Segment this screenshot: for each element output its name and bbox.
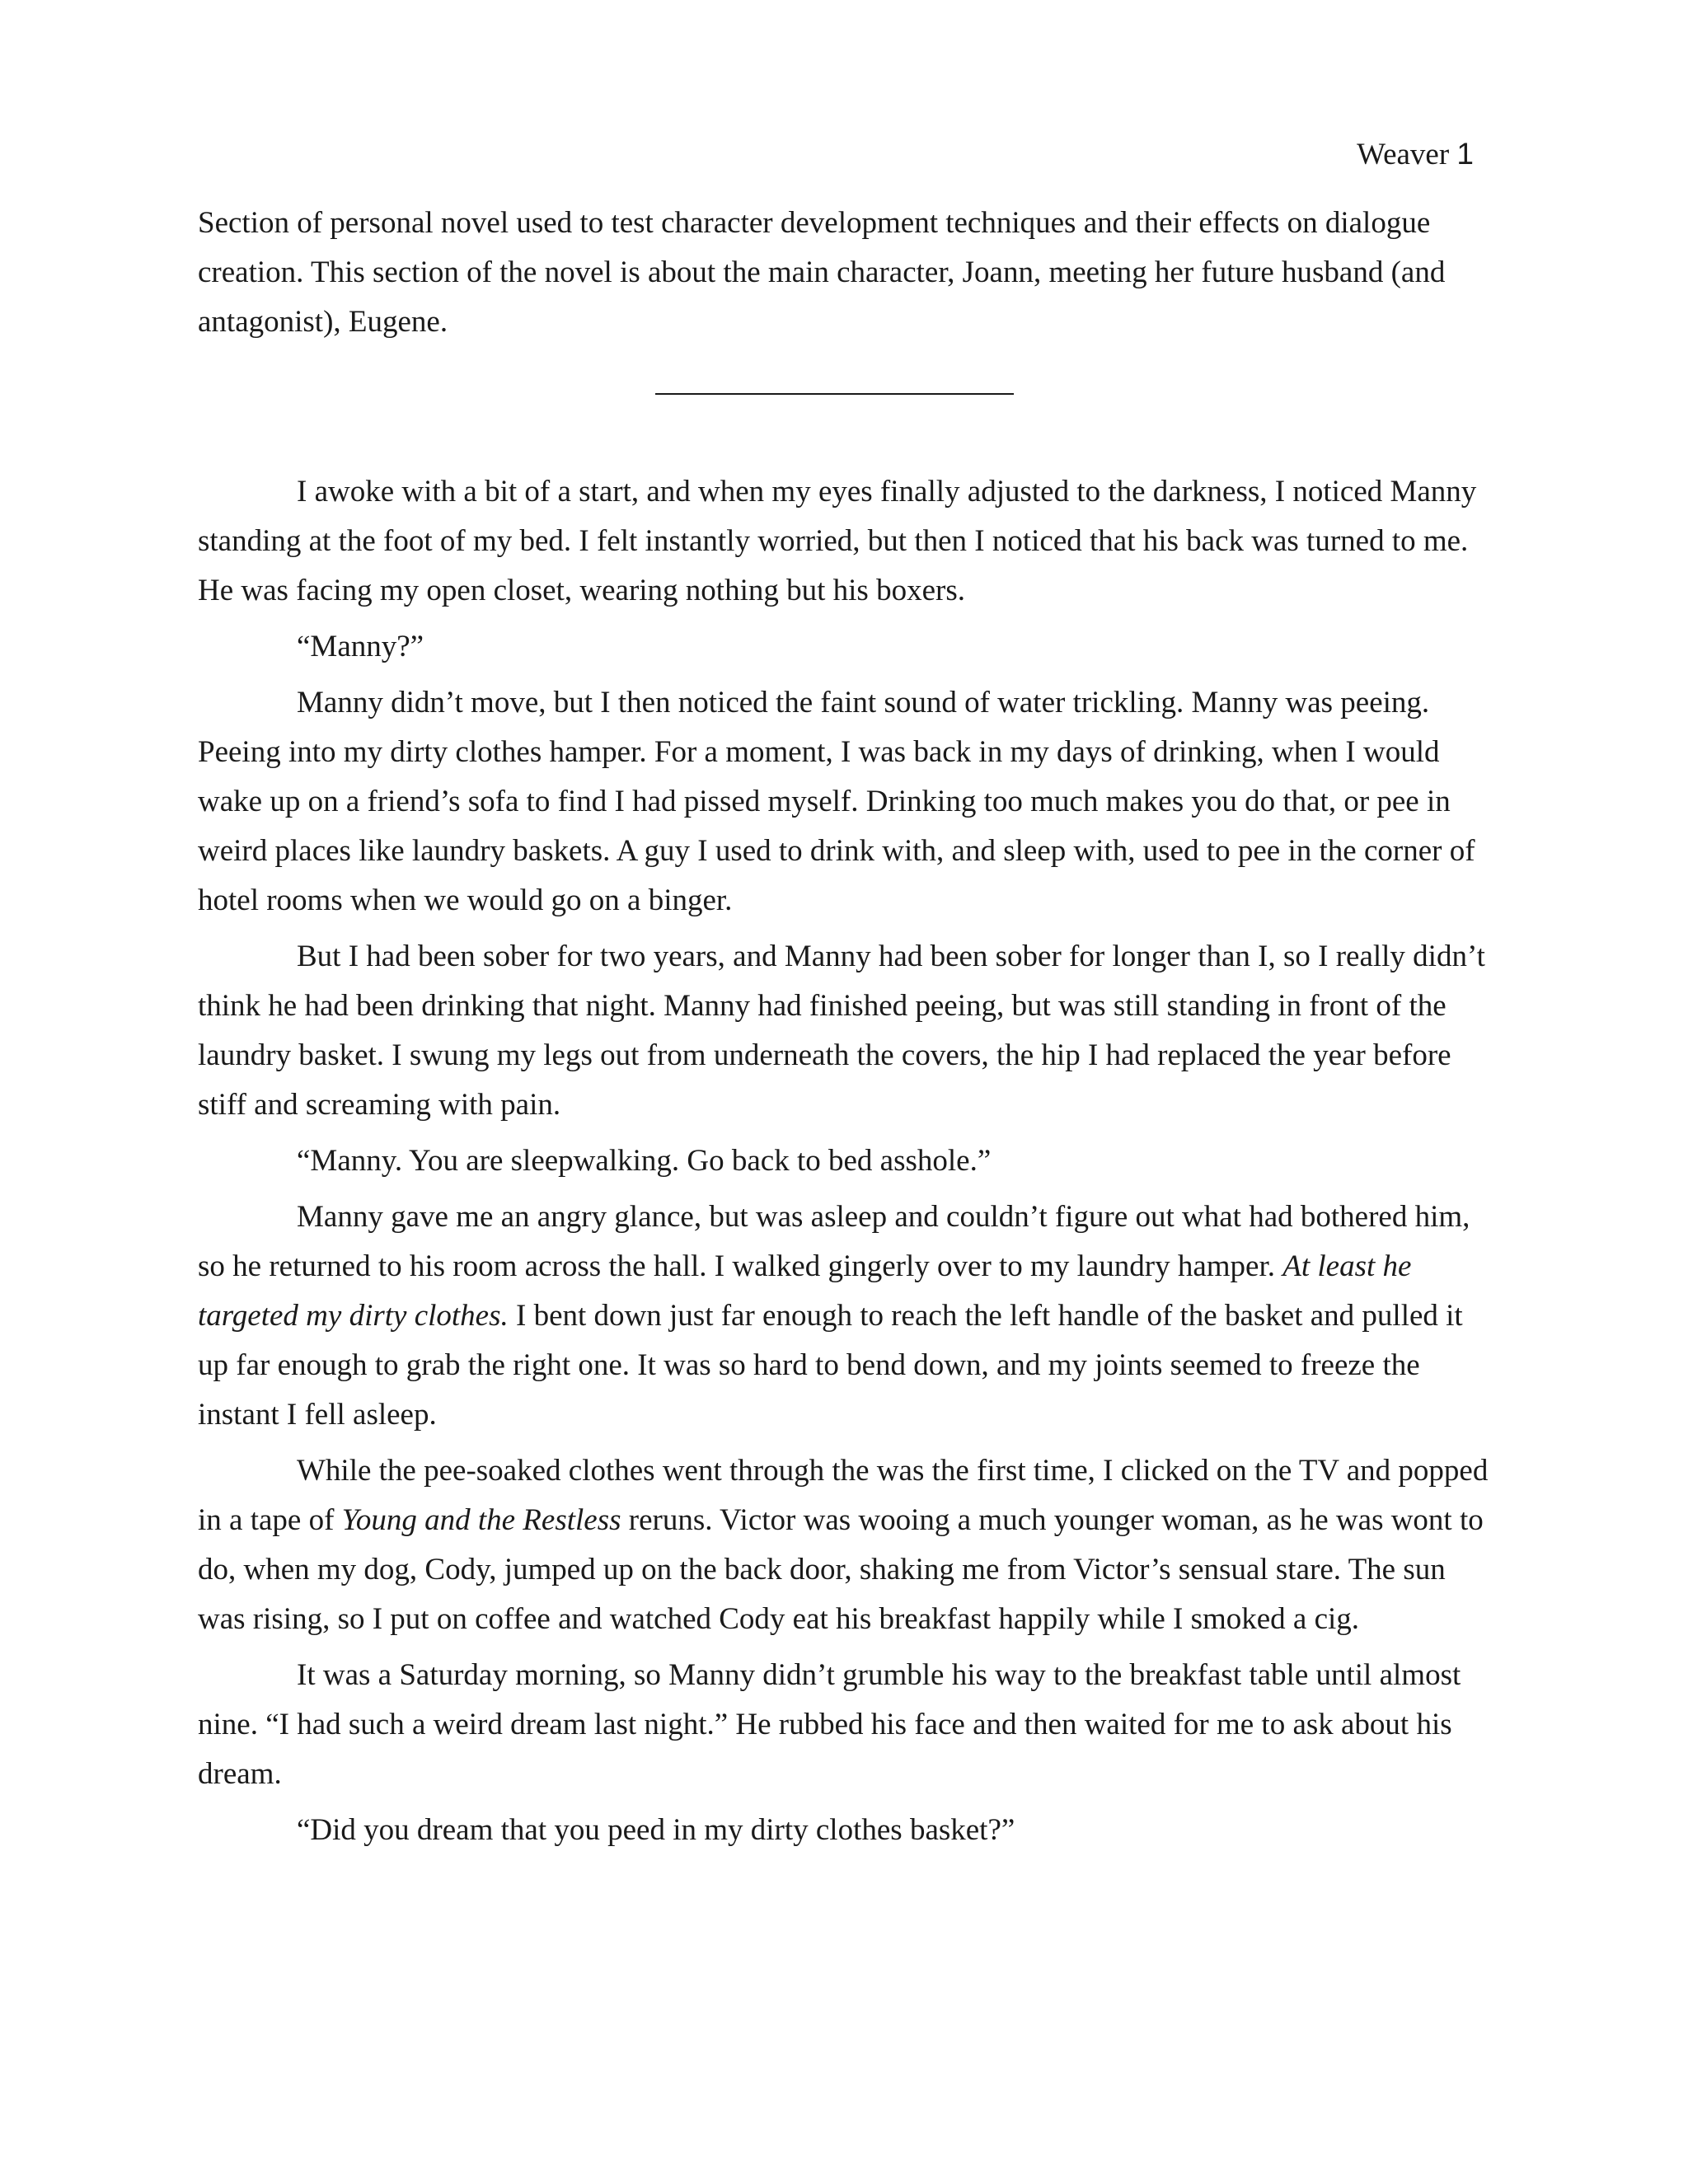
paragraph-6-italic-thought: At least he targeted my dirty clothes. bbox=[198, 1249, 1412, 1333]
paragraph-4: But I had been sober for two years, and Manny had been sober for longer than I, so I really didn’t think he had been drinking that night. Manny had finished peeing, but was still standing in front of the laundry basket. I swung my legs out from underneath the covers, the hip I had replaced the year before stiff and screaming with pain. bbox=[198, 940, 1485, 1122]
paragraph-1: I awoke with a bit of a start, and when my eyes finally adjusted to the darkness, I noticed Manny standing at the foot of my bed. I felt instantly worried, but then I noticed that his back was turned to me. He was facing my open closet, wearing nothing but his boxers. bbox=[198, 475, 1477, 607]
novel-body bbox=[198, 467, 1493, 1862]
page-number: 1 bbox=[1456, 137, 1474, 171]
paragraph-5: “Manny. You are sleepwalking. Go back to bed asshole.” bbox=[297, 1144, 992, 1178]
paragraph-8: It was a Saturday morning, so Manny didn’t grumble his way to the breakfast table until almost nine. “I had such a weird dream last night.” He rubbed his face and then waited for me to ask about his dream. bbox=[198, 1658, 1461, 1791]
paragraph-6 bbox=[198, 1193, 1493, 1440]
paragraph-2: “Manny?” bbox=[297, 630, 424, 663]
paragraph-6-text-a: Manny gave me an angry glance, but was asleep and couldn’t figure out what had bothered him, so he returned to his room across the hall. I walked gingerly over to my laundry hamper. bbox=[198, 1200, 1470, 1283]
page-header bbox=[1357, 135, 1474, 174]
paragraph-3: Manny didn’t move, but I then noticed the faint sound of water trickling. Manny was peeing. Peeing into my dirty clothes hamper. For a moment, I was back in my days of drinking, when I would wake up on a friend’s sofa to find I had pissed myself. Drinking too much makes you do that, or pee in weird places like laundry baskets. A guy I used to drink with, and sleep with, used to pee in the corner of hotel rooms when we would go on a binger. bbox=[198, 686, 1475, 917]
intro-paragraph: Section of personal novel used to test character development techniques and their effects on dialogue creation. This section of the novel is about the main character, Joann, meeting her future husband (and antagonist), Eugene. bbox=[198, 206, 1446, 339]
paragraph-6-text-b: I bent down just far enough to reach the left handle of the basket and pulled it up far enough to grab the right one. It was so hard to bend down, and my joints seemed to freeze the instant I fell asleep. bbox=[198, 1299, 1463, 1432]
section-divider bbox=[655, 393, 1014, 395]
paragraph-7 bbox=[198, 1446, 1493, 1644]
paragraph-7-italic-title: Young and the Restless bbox=[341, 1503, 621, 1537]
paragraph-7-text-a: While the pee-soaked clothes went through the was the first time, I clicked on the TV and popped in a tape of bbox=[198, 1454, 1489, 1537]
header-author: Weaver bbox=[1357, 138, 1450, 171]
paragraph-7-text-b: reruns. Victor was wooing a much younger woman, as he was wont to do, when my dog, Cody, jumped up on the back door, shaking me from Victor’s sensual stare. The sun was rising, so I put on coffee and watched Cody eat his breakfast happily while I smoked a cig. bbox=[198, 1503, 1484, 1636]
paragraph-9: “Did you dream that you peed in my dirty clothes basket?” bbox=[297, 1813, 1015, 1847]
